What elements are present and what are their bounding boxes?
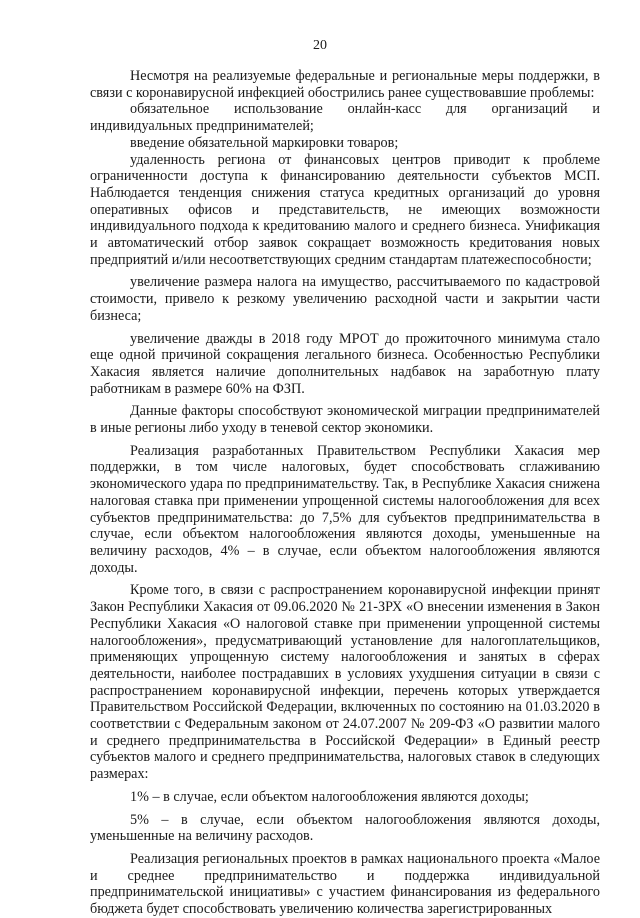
paragraph: Несмотря на реализуемые федеральные и региональные меры поддержки, в связи с коронавирусной инфекцией обострились ранее существовавшие проблемы: bbox=[90, 68, 600, 101]
paragraph: увеличение размера налога на имущество, рассчитываемого по кадастровой стоимости, привело к резкому увеличению расходной части и закрытии части бизнеса; bbox=[90, 274, 600, 324]
paragraph: Реализация разработанных Правительством Республики Хакасия мер поддержки, в том числе налоговых, будет способствовать сглаживанию экономического удара по предпринимательству. Так, в Республике Хакасия снижена налоговая ставка при применении упрощенной системы налогообложения для всех субъектов предпринимательства: до 7,5% для субъектов предпринимательства в случае, если объектом налогообложения являются доходы, уменьшенные на величину расходов, 4% – в случае, если объектом налогообложения являются доходы. bbox=[90, 442, 600, 576]
paragraph: Реализация региональных проектов в рамках национального проекта «Малое и среднее предпринимательство и поддержка индивидуальной предпринимательской инициативы» с участием финансирования из федерального бюджета будет способствовать увеличению количества зарегистрированных bbox=[90, 850, 600, 918]
paragraph: Данные факторы способствуют экономической миграции предпринимателей в иные регионы либо уходу в теневой сектор экономики. bbox=[90, 403, 600, 437]
paragraph: 1% – в случае, если объектом налогообложения являются доходы; bbox=[130, 788, 529, 805]
document-body bbox=[90, 68, 600, 918]
paragraph: удаленность региона от финансовых центров приводит к проблеме ограниченности доступа к финансированию деятельности субъектов МСП. Наблюдается тенденция снижения статуса кредитных организаций до уровня оперативных офисов и представительств, не имеющих возможности индивидуального подхода к кредитованию малого и среднего бизнеса. Унификация и автоматический отбор заявок сокращает возможность кредитования новых предприятий и/или несоответствующих средним стандартам платежеспособности; bbox=[90, 151, 600, 268]
paragraph: Кроме того, в связи с распространением коронавирусной инфекции принят Закон Республики Хакасия от 09.06.2020 № 21-ЗРХ «О внесении изменения в Закон Республики Хакасия «О налоговой ставке при применении упрощенной системы налогообложения», предусматривающий установление для налогоплательщиков, применяющих упрощенную систему налогообложения и занятых в сферах деятельности, наиболее пострадавших в условиях ухудшения ситуации в связи с распространением коронавирусной инфекции, перечень которых утверждается Правительством Российской Федерации, включенных по состоянию на 01.03.2020 в соответствии с Федеральным законом от 24.07.2007 № 209-ФЗ «О развитии малого и среднего предпринимательства в Российской Федерации» в Единый реестр субъектов малого и среднего предпринимательства, налоговых ставок в следующих размерах: bbox=[90, 582, 600, 783]
paragraph: увеличение дважды в 2018 году МРОТ до прожиточного минимума стало еще одной причиной сокращения легального бизнеса. Особенностью Республики Хакасия является наличие дополнительных надбавок на заработную плату работникам в размере 60% на ФЗП. bbox=[90, 330, 600, 397]
paragraph: 5% – в случае, если объектом налогообложения являются доходы, уменьшенные на величину расходов. bbox=[90, 811, 600, 845]
page-number: 20 bbox=[313, 38, 327, 53]
paragraph: введение обязательной маркировки товаров; bbox=[130, 134, 399, 151]
paragraph: обязательное использование онлайн-касс для организаций и индивидуальных предпринимателей; bbox=[90, 101, 600, 135]
